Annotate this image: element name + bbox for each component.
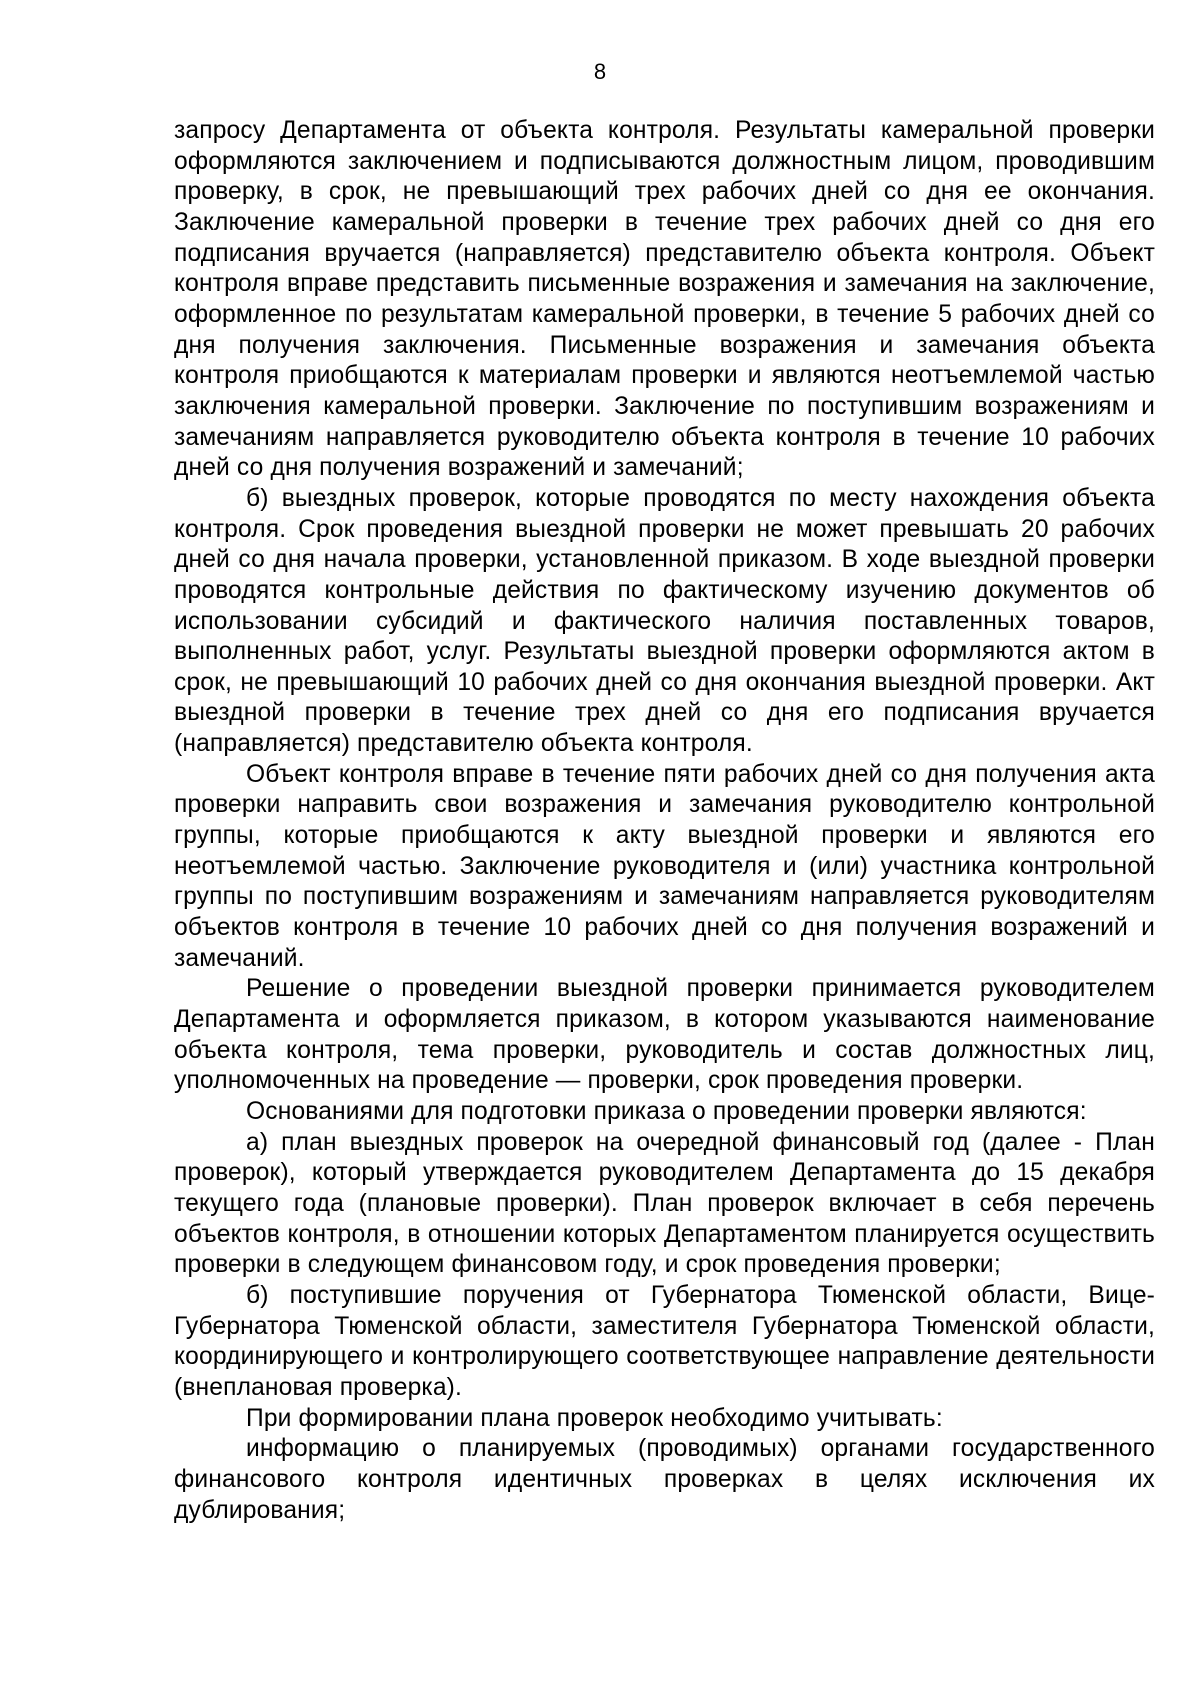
paragraph-decision: Решение о проведении выездной проверки принимается руководителем Департамента и оформляется приказом, в котором указываются наименование объекта контроля, тема проверки, руководитель и состав должностных лиц, уполномоченных на проведение — проверки, срок проведения проверки.	[174, 975, 1155, 1095]
paragraph-plan-considerations: При формировании плана проверок необходимо учитывать:	[246, 1404, 943, 1432]
paragraph-camera-check-continuation: запросу Департамента от объекта контроля. Результаты камеральной проверки оформляются заключением и подписываются должностным лицом, проводившим проверку, в срок, не превышающий трех рабочих дней со дня ее окончания. Заключение камеральной проверки в течение трех рабочих дней со дня его подписания вручается (направляется) представителю объекта контроля. Объект контроля вправе представить письменные возражения и замечания на заключение, оформленное по результатам камеральной проверки, в течение 5 рабочих дней со дня получения заключения. Письменные возражения и замечания объекта контроля приобщаются к материалам проверки и являются неотъемлемой частью заключения камеральной проверки. Заключение по поступившим возражениям и замечаниям направляется руководителю объекта контроля в течение 10 рабочих дней со дня получения возражений и замечаний;	[174, 117, 1155, 482]
paragraph-field-checks: б) выездных проверок, которые проводятся по месту нахождения объекта контроля. Срок проведения выездной проверки не может превышать 20 рабочих дней со дня начала проверки, установленной приказом. В ходе выездной проверки проводятся контрольные действия по фактическому изучению документов об использовании субсидий и фактического наличия поставленных товаров, выполненных работ, услуг. Результаты выездной проверки оформляются актом в срок, не превышающий 10 рабочих дней со дня окончания выездной проверки. Акт выездной проверки в течение трех дней со дня его подписания вручается (направляется) представителю объекта контроля.	[174, 484, 1155, 758]
paragraph-duplication: информацию о планируемых (проводимых) органами государственного финансового контроля идентичных проверках в целях исключения их дублирования;	[174, 1435, 1155, 1524]
paragraph-plan: а) план выездных проверок на очередной финансовый год (далее - План проверок), который утверждается руководителем Департамента до 15 декабря текущего года (плановые проверки). План проверок включает в себя перечень объектов контроля, в отношении которых Департаментом планируется осуществить проверки в следующем финансовом году, и срок проведения проверки;	[174, 1128, 1155, 1279]
paragraph-objections: Объект контроля вправе в течение пяти рабочих дней со дня получения акта проверки направить свои возражения и замечания руководителю контрольной группы, которые приобщаются к акту выездной проверки и являются его неотъемлемой частью. Заключение руководителя и (или) участника контрольной группы по поступившим возражениям и замечаниям направляется руководителям объектов контроля в течение 10 рабочих дней со дня получения возражений и замечаний.	[174, 760, 1155, 972]
paragraph-grounds: Основаниями для подготовки приказа о проведении проверки являются:	[246, 1098, 1087, 1125]
page-number: 8	[593, 59, 607, 84]
paragraph-instructions: б) поступившие поручения от Губернатора Тюменской области, Вице-Губернатора Тюменской области, заместителя Губернатора Тюменской области, координирующего и контролирующего соответствующее направление деятельности (внеплановая проверка).	[174, 1281, 1155, 1401]
document-body	[174, 116, 1155, 1526]
